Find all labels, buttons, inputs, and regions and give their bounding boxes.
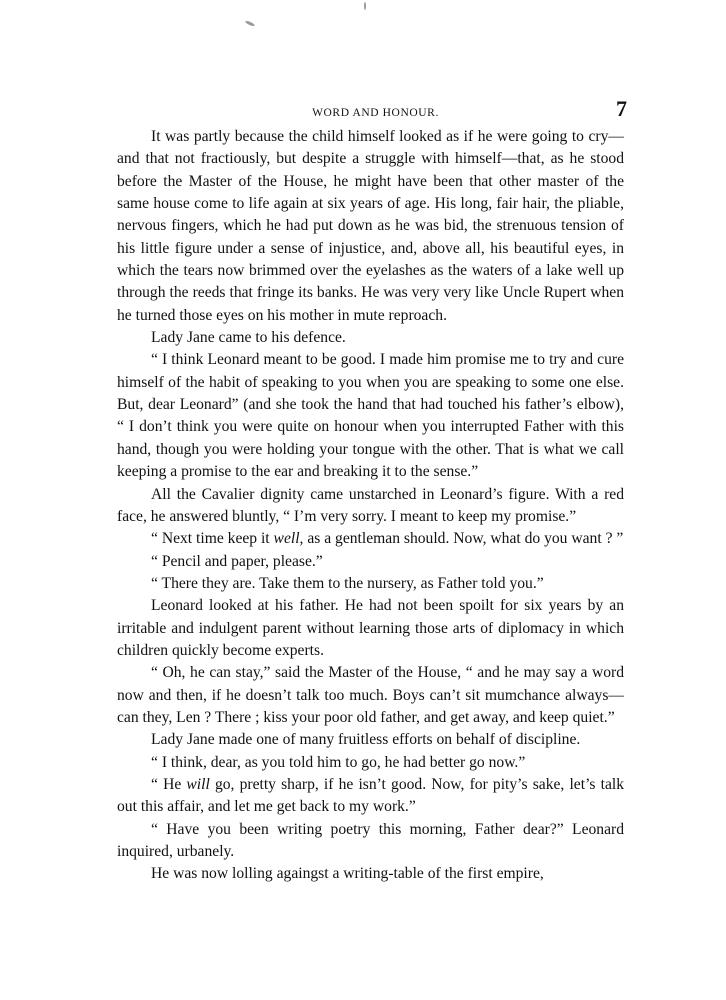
paragraph: “ There they are. Take them to the nursery, as Father told you.” bbox=[151, 574, 544, 592]
paragraph: All the Cavalier dignity came unstarched in Leonard’s figure. With a red face, he answered bluntly, “ I’m very sorry. I meant to keep my promise.” bbox=[117, 485, 624, 525]
page-number: 7 bbox=[616, 96, 627, 121]
paragraph: He was now lolling againgst a writing-table of the first empire, bbox=[151, 865, 544, 883]
page-header bbox=[117, 96, 627, 122]
paragraph-text: “ Next time keep it bbox=[151, 530, 274, 548]
paragraph-text: as a gentleman should. Now, what do you want ? ” bbox=[303, 530, 624, 548]
paragraph: “ Pencil and paper, please.” bbox=[151, 552, 323, 570]
paragraph: “ I think Leonard meant to be good. I made him promise me to try and cure himself of the habit of speaking to you when you are speaking to some one else. But, dear Leonard” (and she took the hand that had touched his father’s elbow), “ I don’t think you were quite on honour when you interrupted Father with this hand, though you were holding your tongue with the other. That is what we call keeping a promise to the ear and breaking it to the sense.” bbox=[117, 351, 624, 481]
paragraph: “ I think, dear, as you told him to go, he had better go now.” bbox=[151, 753, 526, 771]
paragraph bbox=[117, 774, 624, 819]
paragraph-text: “ He bbox=[151, 775, 187, 793]
italic-text: well, bbox=[273, 530, 304, 548]
body-text bbox=[117, 126, 624, 886]
running-title: WORD AND HONOUR. bbox=[312, 107, 439, 119]
paper-speck bbox=[245, 20, 255, 27]
paragraph bbox=[117, 528, 624, 550]
paragraph: “ Oh, he can stay,” said the Master of the House, “ and he may say a word now and then, if he doesn’t talk too much. Boys can’t sit mumchance always—can they, Len ? There ; kiss your poor old father, and get away, and keep quiet.” bbox=[117, 664, 624, 726]
paper-speck bbox=[364, 2, 366, 10]
italic-text: will bbox=[186, 775, 210, 793]
paragraph: Lady Jane made one of many fruitless efforts on behalf of discipline. bbox=[151, 731, 581, 749]
paragraph: Leonard looked at his father. He had not been spoilt for six years by an irritable and indulgent parent without learning those arts of diplomacy in which children quickly become experts. bbox=[117, 597, 624, 659]
paragraph: “ Have you been writing poetry this morning, Father dear?” Leonard inquired, urbanely. bbox=[117, 820, 624, 860]
paragraph: Lady Jane came to his defence. bbox=[151, 329, 346, 347]
paragraph-text: go, pretty sharp, if he isn’t good. Now, for pity’s sake, let’s talk out this affair, and let me get back to my work.” bbox=[117, 775, 624, 816]
paragraph: It was partly because the child himself looked as if he were going to cry—and that not fractiously, but despite a struggle with himself—that, as he stood before the Master of the House, he might have been that other master of the same house come to life again at six years of age. His long, fair hair, the pliable, nervous fingers, which he had put down as he was bid, the strenuous tension of his little figure under a sense of injustice, and, above all, his beautiful eyes, in which the tears now brimmed over the eyelashes as the waters of a lake well up through the reeds that fringe its banks. He was very very like Uncle Rupert when he turned those eyes on his mother in mute reproach. bbox=[117, 128, 624, 324]
